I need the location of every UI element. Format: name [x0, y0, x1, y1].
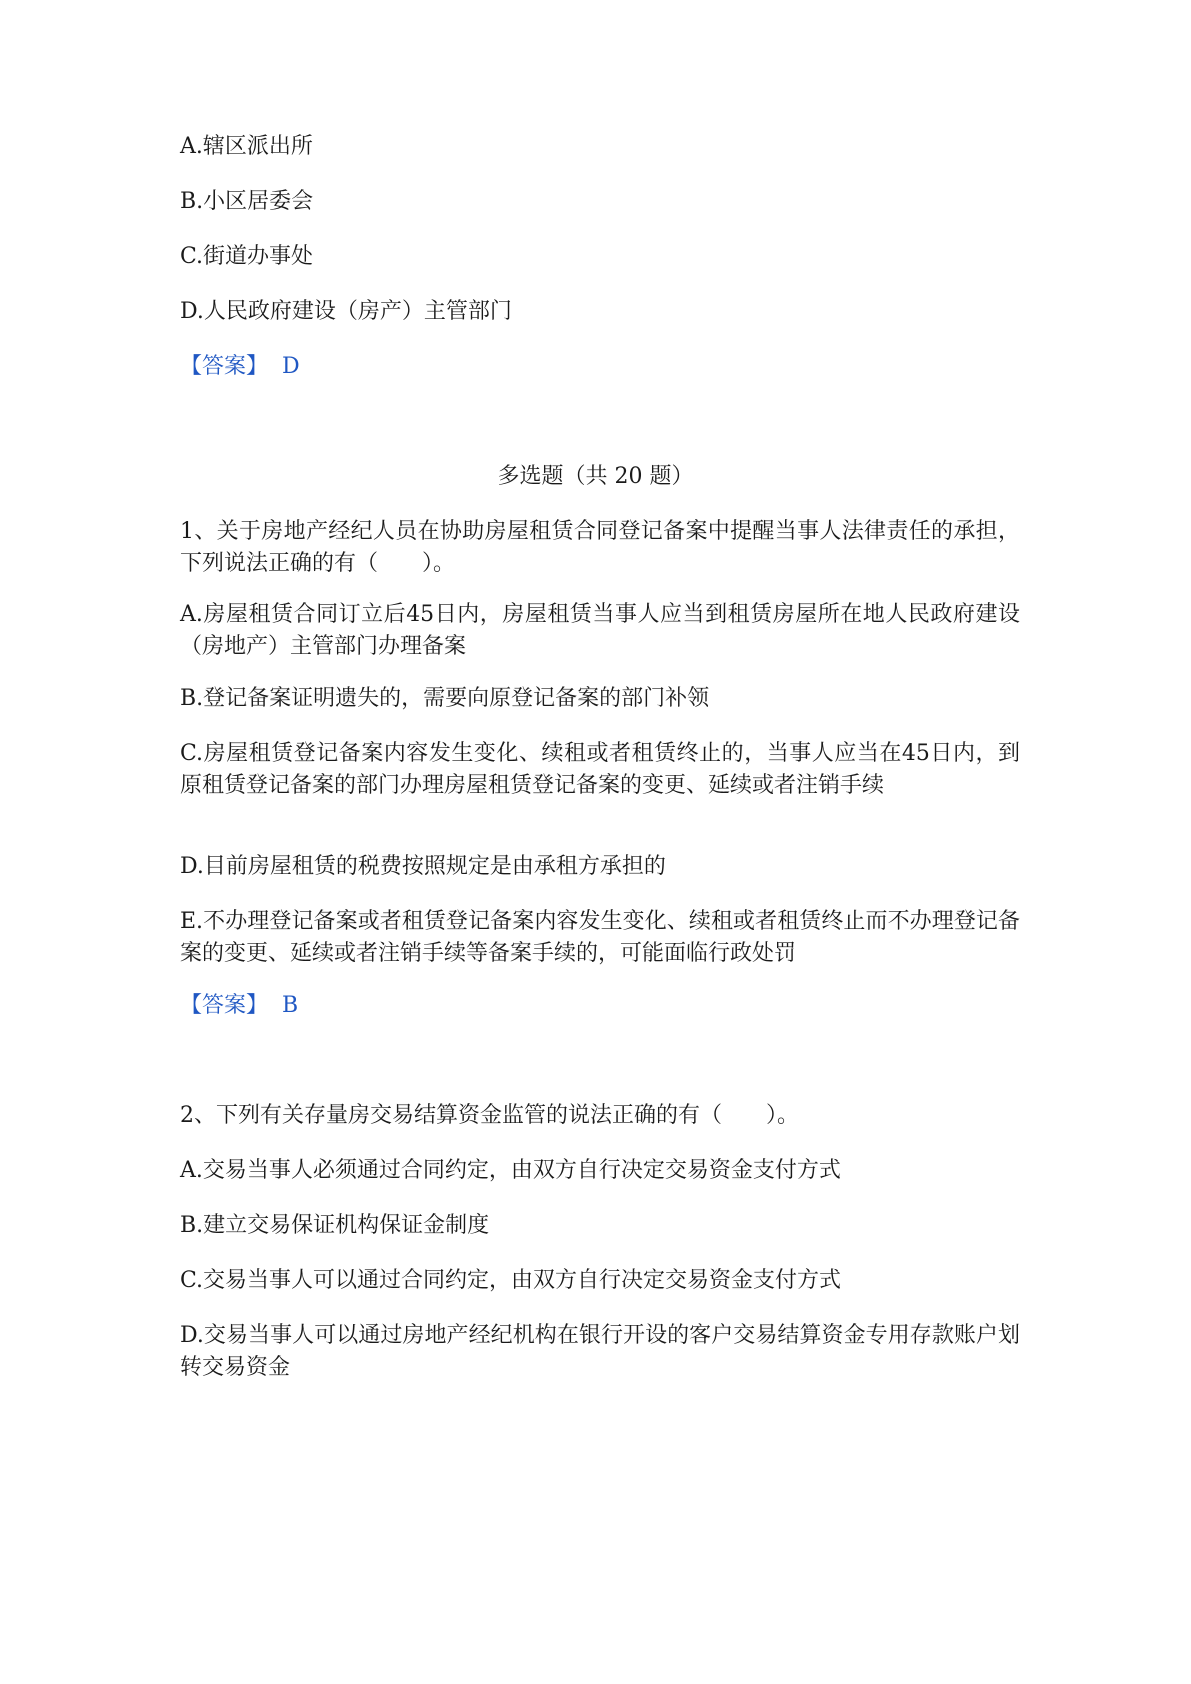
q1-answer: [180, 990, 298, 1022]
q2-option-d: D.交易当事人可以通过房地产经纪机构在银行开设的客户交易结算资金专用存款账户划转交易资金: [180, 1323, 1020, 1380]
answer-label: 【答案】: [180, 993, 269, 1018]
section-title: 多选题（共 20 题）: [497, 464, 694, 489]
prev-option-a: A.辖区派出所: [180, 134, 313, 159]
q2-option-a: A.交易当事人必须通过合同约定，由双方自行决定交易资金支付方式: [180, 1158, 841, 1183]
answer-label: 【答案】: [180, 354, 269, 379]
q1-option-e: E.不办理登记备案或者租赁登记备案内容发生变化、续租或者租赁终止而不办理登记备案的变更、延续或者注销手续等备案手续的，可能面临行政处罚: [180, 909, 1020, 966]
q1-option-d: D.目前房屋租赁的税费按照规定是由承租方承担的: [180, 854, 666, 879]
prev-answer: [180, 351, 300, 383]
answer-value: D: [282, 354, 300, 379]
q2-stem: 2、下列有关存量房交易结算资金监管的说法正确的有（ ）。: [180, 1103, 799, 1128]
prev-option-b: B.小区居委会: [180, 189, 314, 214]
answer-value: B: [282, 993, 299, 1018]
q1-option-c: C.房屋租赁登记备案内容发生变化、续租或者租赁终止的，当事人应当在45日内，到原租赁登记备案的部门办理房屋租赁登记备案的变更、延续或者注销手续: [180, 741, 1020, 798]
q2-option-c: C.交易当事人可以通过合同约定，由双方自行决定交易资金支付方式: [180, 1268, 842, 1293]
q1-stem: 1、关于房地产经纪人员在协助房屋租赁合同登记备案中提醒当事人法律责任的承担，下列说法正确的有（ ）。: [180, 519, 1020, 576]
prev-option-c: C.街道办事处: [180, 244, 314, 269]
q2-option-b: B.建立交易保证机构保证金制度: [180, 1213, 490, 1238]
prev-option-d: D.人民政府建设（房产）主管部门: [180, 299, 512, 324]
q1-option-a: A.房屋租赁合同订立后45日内，房屋租赁当事人应当到租赁房屋所在地人民政府建设（房地产）主管部门办理备案: [180, 602, 1020, 659]
q1-option-b: B.登记备案证明遗失的，需要向原登记备案的部门补领: [180, 686, 710, 711]
